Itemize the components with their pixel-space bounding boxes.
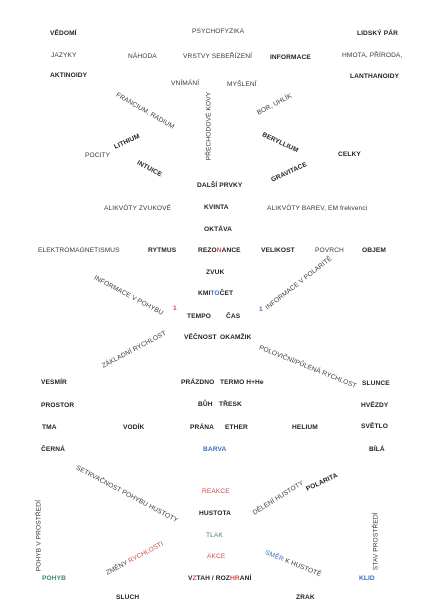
word-prana: PRÁNA: [190, 424, 214, 431]
word-povrch: POVRCH: [315, 247, 344, 254]
word-deleni-hustoty: DĚLENÍ HUSTOTY: [251, 479, 305, 517]
word-zmeny-part2: RYCHLOSTI: [127, 540, 165, 565]
word-vztah-part2: Z: [192, 575, 197, 582]
word-kvinta: KVINTA: [204, 204, 229, 211]
word-vztah-part5: ANÍ: [239, 575, 252, 582]
word-vecnost: VĚČNOST: [184, 334, 217, 341]
word-cerna: ČERNÁ: [41, 446, 65, 453]
word-hvezdy: HVĚZDY: [361, 402, 389, 409]
word-elektromagnetismus: ELEKTROMAGNETISMUS: [38, 247, 120, 254]
word-bila: BÍLÁ: [369, 446, 385, 453]
word-dalsi-prvky: DALŠÍ PRVKY: [197, 182, 243, 189]
word-beryllium: BERYLLIUM: [260, 131, 300, 155]
word-vztah-part4: HR: [230, 575, 240, 582]
word-okamzik: OKAMŽIK: [220, 334, 252, 341]
word-rezonance: [198, 248, 241, 255]
word-svetlo: SVĚTLO: [361, 423, 388, 430]
word-nahoda: NÁHODA: [128, 53, 157, 60]
word-informace-v-pohybu: INFORMACE V POHYBU: [92, 274, 165, 317]
word-sluch: SLUCH: [116, 594, 140, 601]
word-kmitocet-part2: TO: [210, 290, 220, 297]
word-intuice: INTUICE: [135, 159, 163, 179]
word-buh: BŮH: [198, 401, 213, 408]
word-zmeny-rychlosti: [105, 541, 165, 577]
word-vztah-part1: V: [188, 575, 193, 582]
word-lidsky-par: LIDSKÝ PÁR: [357, 30, 398, 37]
word-klid: KLID: [359, 575, 375, 582]
word-smer-part2: K HUSTOTĚ: [282, 556, 323, 579]
word-polovicni-rychlost: POLOVIČNÍ/PŮLENÁ RYCHLOST: [257, 344, 358, 390]
word-setrvacnost: SETRVAČNOST POHYBU HUSTOTY: [74, 464, 179, 525]
word-bor: BOR, UHLÍK: [255, 92, 294, 117]
word-objem: OBJEM: [362, 247, 386, 254]
word-informace-v-polarite: INFORMACE V POLARITĚ: [264, 255, 334, 312]
word-jazyky: JAZYKY: [51, 52, 77, 59]
word-oktava: OKTÁVA: [204, 226, 232, 233]
word-velikost: VELIKOST: [261, 247, 295, 254]
word-vrstvy: VRSTVY SEBEŘÍZENÍ: [183, 53, 252, 60]
word-cas: ČAS: [226, 313, 241, 320]
word-kmitocet-part3: ČET: [219, 290, 234, 297]
word-polarita: POLARITA: [305, 472, 339, 493]
word-gravitace: GRAVITACE: [270, 161, 309, 184]
word-vnimani: VNÍMÁNÍ: [171, 80, 200, 87]
word-pohyb-v-prostredi: POHYB V PROSTŘEDÍ: [35, 499, 43, 572]
word-vztah-rozhrani: [188, 576, 251, 583]
word-smer-k-hustote: [264, 550, 322, 579]
word-hustota: HUSTOTA: [199, 510, 231, 517]
word-vztah-part3: TAH / ROZ: [196, 575, 231, 582]
word-kmitocet-part1: KMI: [198, 290, 211, 297]
word-zrak: ZRAK: [296, 594, 315, 601]
word-barva: BARVA: [203, 446, 227, 453]
word-vodik: VODÍK: [123, 424, 145, 431]
number-1-left: 1: [173, 305, 177, 312]
word-prechodove-kovy: PŘECHODOVÉ KOVY: [205, 91, 213, 161]
word-informace: INFORMACE: [270, 54, 311, 61]
word-zvuk: ZVUK: [206, 269, 225, 276]
word-prostor: PROSTOR: [41, 402, 75, 409]
word-akce: AKCE: [207, 553, 226, 560]
word-aktinoidy: AKTINOIDY: [50, 72, 88, 79]
word-termo: TERMO H+He: [220, 379, 264, 386]
word-pohyb: POHYB: [42, 575, 66, 582]
word-tempo: TEMPO: [187, 313, 211, 320]
word-tma: TMA: [42, 424, 57, 431]
word-alikvoty-barev: ALIKVÓTY BAREV, EM frekvenci: [267, 205, 368, 212]
word-helium: HELIUM: [292, 424, 318, 431]
word-pocity: POCITY: [85, 152, 111, 159]
word-reakce: REAKCE: [202, 488, 230, 495]
word-smer-part1: SMĚR: [263, 549, 285, 564]
word-mysleni: MYŠLENÍ: [227, 81, 257, 88]
word-rezonance-part2: N: [216, 247, 222, 254]
word-vesmir: VESMÍR: [41, 379, 67, 386]
word-ether: ETHER: [225, 424, 248, 431]
word-stav-prostredi: STAV PROSTŘEDÍ: [372, 512, 380, 571]
word-prazdno: PRÁZDNO: [181, 379, 215, 386]
word-slunce: SLUNCE: [362, 380, 390, 387]
word-tlak: TLAK: [206, 532, 223, 539]
word-rytmus: RYTMUS: [148, 247, 177, 254]
word-rezonance-part1: REZO: [198, 247, 217, 254]
number-1-right: 1: [259, 306, 263, 313]
word-lithium: LITHIUM: [113, 132, 142, 151]
word-zakladni-rychlost: ZÁKLADNÍ RYCHLOST: [100, 329, 168, 370]
word-hmota: HMOTA, PŘÍRODA,: [342, 52, 403, 59]
word-alikvoty-zvukove: ALIKVÓTY ZVUKOVÉ: [104, 205, 172, 212]
word-lanthanoidy: LANTHANOIDY: [350, 73, 400, 80]
word-kmitocet: [198, 291, 233, 298]
word-vedomi: VĚDOMÍ: [50, 30, 77, 37]
word-francium: FRANCIUM, RADIUM: [114, 91, 176, 131]
word-celky: CELKY: [338, 151, 361, 158]
word-psychofyzika: PSYCHOFYZIKA: [192, 28, 245, 35]
word-zmeny-part1: ZMĚNY: [104, 558, 131, 577]
word-tresk: TŘESK: [219, 401, 242, 408]
word-rezonance-part3: ANCE: [221, 247, 241, 254]
